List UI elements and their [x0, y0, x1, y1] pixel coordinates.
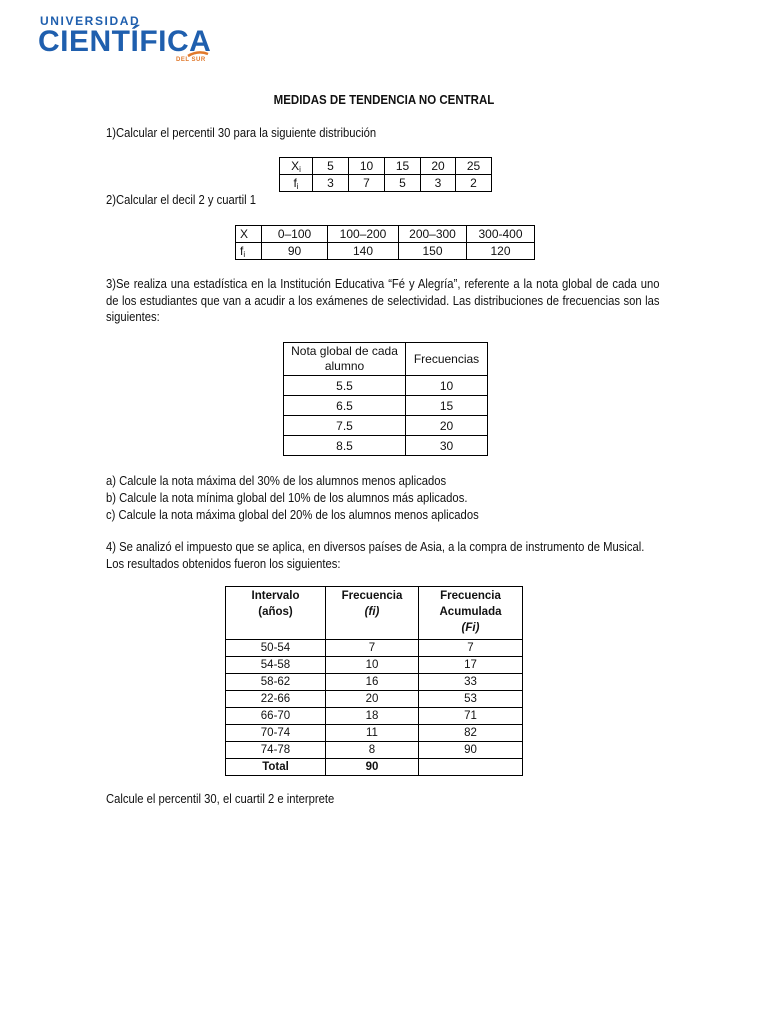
table-header-cell: Intervalo (años): [226, 587, 326, 640]
table-cell: 30: [406, 436, 488, 456]
table-cell: 0–100: [262, 226, 328, 243]
table-row: [226, 691, 523, 708]
table-cell: 20: [326, 691, 419, 708]
table-cell: 50-54: [226, 640, 326, 657]
logo-main-text: CIENTÍFICA: [38, 25, 212, 58]
table-row: [226, 657, 523, 674]
table-cell: [419, 759, 523, 776]
table-cell: 8: [326, 742, 419, 759]
table-cell: 25: [456, 158, 492, 175]
table-row: [226, 759, 523, 776]
table-cell: 11: [326, 725, 419, 742]
table-cell: 8.5: [284, 436, 406, 456]
table-header-cell: $f_i$: [236, 243, 262, 260]
question-2-text: 2)Calcular el decil 2 y cuartil 1: [106, 193, 257, 207]
total-label-cell: Total: [226, 759, 326, 776]
question-1-table: [279, 157, 492, 192]
table-cell: 71: [419, 708, 523, 725]
table-cell: 120: [467, 243, 535, 260]
table-cell: 3: [313, 175, 349, 192]
table-cell: 7: [326, 640, 419, 657]
table-cell: 33: [419, 674, 523, 691]
table-header-cell: Frecuencia (fi): [326, 587, 419, 640]
final-question-text: Calcule el percentil 30, el cuartil 2 e interprete: [106, 792, 335, 806]
table-header-cell: $X_i$: [280, 158, 313, 175]
table-cell: 10: [349, 158, 385, 175]
question-3b-text: b) Calcule la nota mínima global del 10% de los alumnos más aplicados.: [106, 491, 468, 505]
table-cell: 200–300: [399, 226, 467, 243]
table-cell: 22-66: [226, 691, 326, 708]
table-header-cell: Nota global de cada alumno: [284, 343, 406, 376]
table-cell: 3: [421, 175, 456, 192]
table-row: [226, 587, 523, 640]
table-row: [226, 708, 523, 725]
table-cell: 20: [421, 158, 456, 175]
table-cell: 140: [328, 243, 399, 260]
table-cell: 70-74: [226, 725, 326, 742]
table-row: [236, 243, 535, 260]
university-logo: [38, 14, 213, 66]
question-2-table: [235, 225, 535, 260]
table-cell: 54-58: [226, 657, 326, 674]
table-cell: 15: [406, 396, 488, 416]
table-row: [226, 640, 523, 657]
table-cell: 5.5: [284, 376, 406, 396]
table-row: [226, 674, 523, 691]
table-cell: 300-400: [467, 226, 535, 243]
table-cell: 82: [419, 725, 523, 742]
table-header-cell: Frecuencia Acumulada (Fi): [419, 587, 523, 640]
table-cell: 53: [419, 691, 523, 708]
table-header-cell: $f_i$: [280, 175, 313, 192]
table-row: [226, 725, 523, 742]
table-cell: 15: [385, 158, 421, 175]
table-cell: 74-78: [226, 742, 326, 759]
table-cell: 18: [326, 708, 419, 725]
total-value-cell: 90: [326, 759, 419, 776]
table-cell: 7: [349, 175, 385, 192]
table-cell: 90: [419, 742, 523, 759]
logo-sub-text: DEL SUR: [176, 57, 206, 63]
table-cell: 16: [326, 674, 419, 691]
table-cell: 6.5: [284, 396, 406, 416]
table-cell: 100–200: [328, 226, 399, 243]
table-row: [284, 416, 488, 436]
table-cell: 150: [399, 243, 467, 260]
table-cell: 10: [326, 657, 419, 674]
question-1-text: 1)Calcular el percentil 30 para la siguiente distribución: [106, 126, 377, 140]
table-row: [284, 376, 488, 396]
table-cell: 90: [262, 243, 328, 260]
table-row: [226, 742, 523, 759]
question-3c-text: c) Calcule la nota máxima global del 20% de los alumnos menos aplicados: [106, 508, 479, 522]
table-row: [284, 396, 488, 416]
logo-top-text: UNIVERSIDAD: [40, 14, 141, 28]
table-cell: 17: [419, 657, 523, 674]
question-4-text: 4) Se analizó el impuesto que se aplica, en diversos países de Asia, a la compra de instrumento de Musical. Los resultados obtenidos fueron los siguientes:: [106, 540, 645, 571]
question-3a-text: a) Calcule la nota máxima del 30% de los alumnos menos aplicados: [106, 474, 447, 488]
table-row: [280, 175, 492, 192]
table-row: [284, 436, 488, 456]
question-3-text: 3)Se realiza una estadística en la Institución Educativa “Fé y Alegría”, referente a la nota global de cada uno de los estudiantes que van a acudir a los exámenes de selectividad. Las distribuciones de frecuencias son las siguientes:: [106, 277, 660, 324]
table-header-cell: X: [236, 226, 262, 243]
question-3-table: [283, 342, 488, 456]
table-cell: 10: [406, 376, 488, 396]
table-header-cell: Frecuencias: [406, 343, 488, 376]
table-cell: 7: [419, 640, 523, 657]
table-cell: 5: [385, 175, 421, 192]
table-cell: 58-62: [226, 674, 326, 691]
table-row: [236, 226, 535, 243]
table-cell: 20: [406, 416, 488, 436]
table-row: [284, 343, 488, 376]
table-cell: 2: [456, 175, 492, 192]
table-cell: 5: [313, 158, 349, 175]
table-row: [280, 158, 492, 175]
table-cell: 66-70: [226, 708, 326, 725]
question-4-table: [225, 586, 523, 776]
page-title: MEDIDAS DE TENDENCIA NO CENTRAL: [273, 93, 495, 107]
table-cell: 7.5: [284, 416, 406, 436]
